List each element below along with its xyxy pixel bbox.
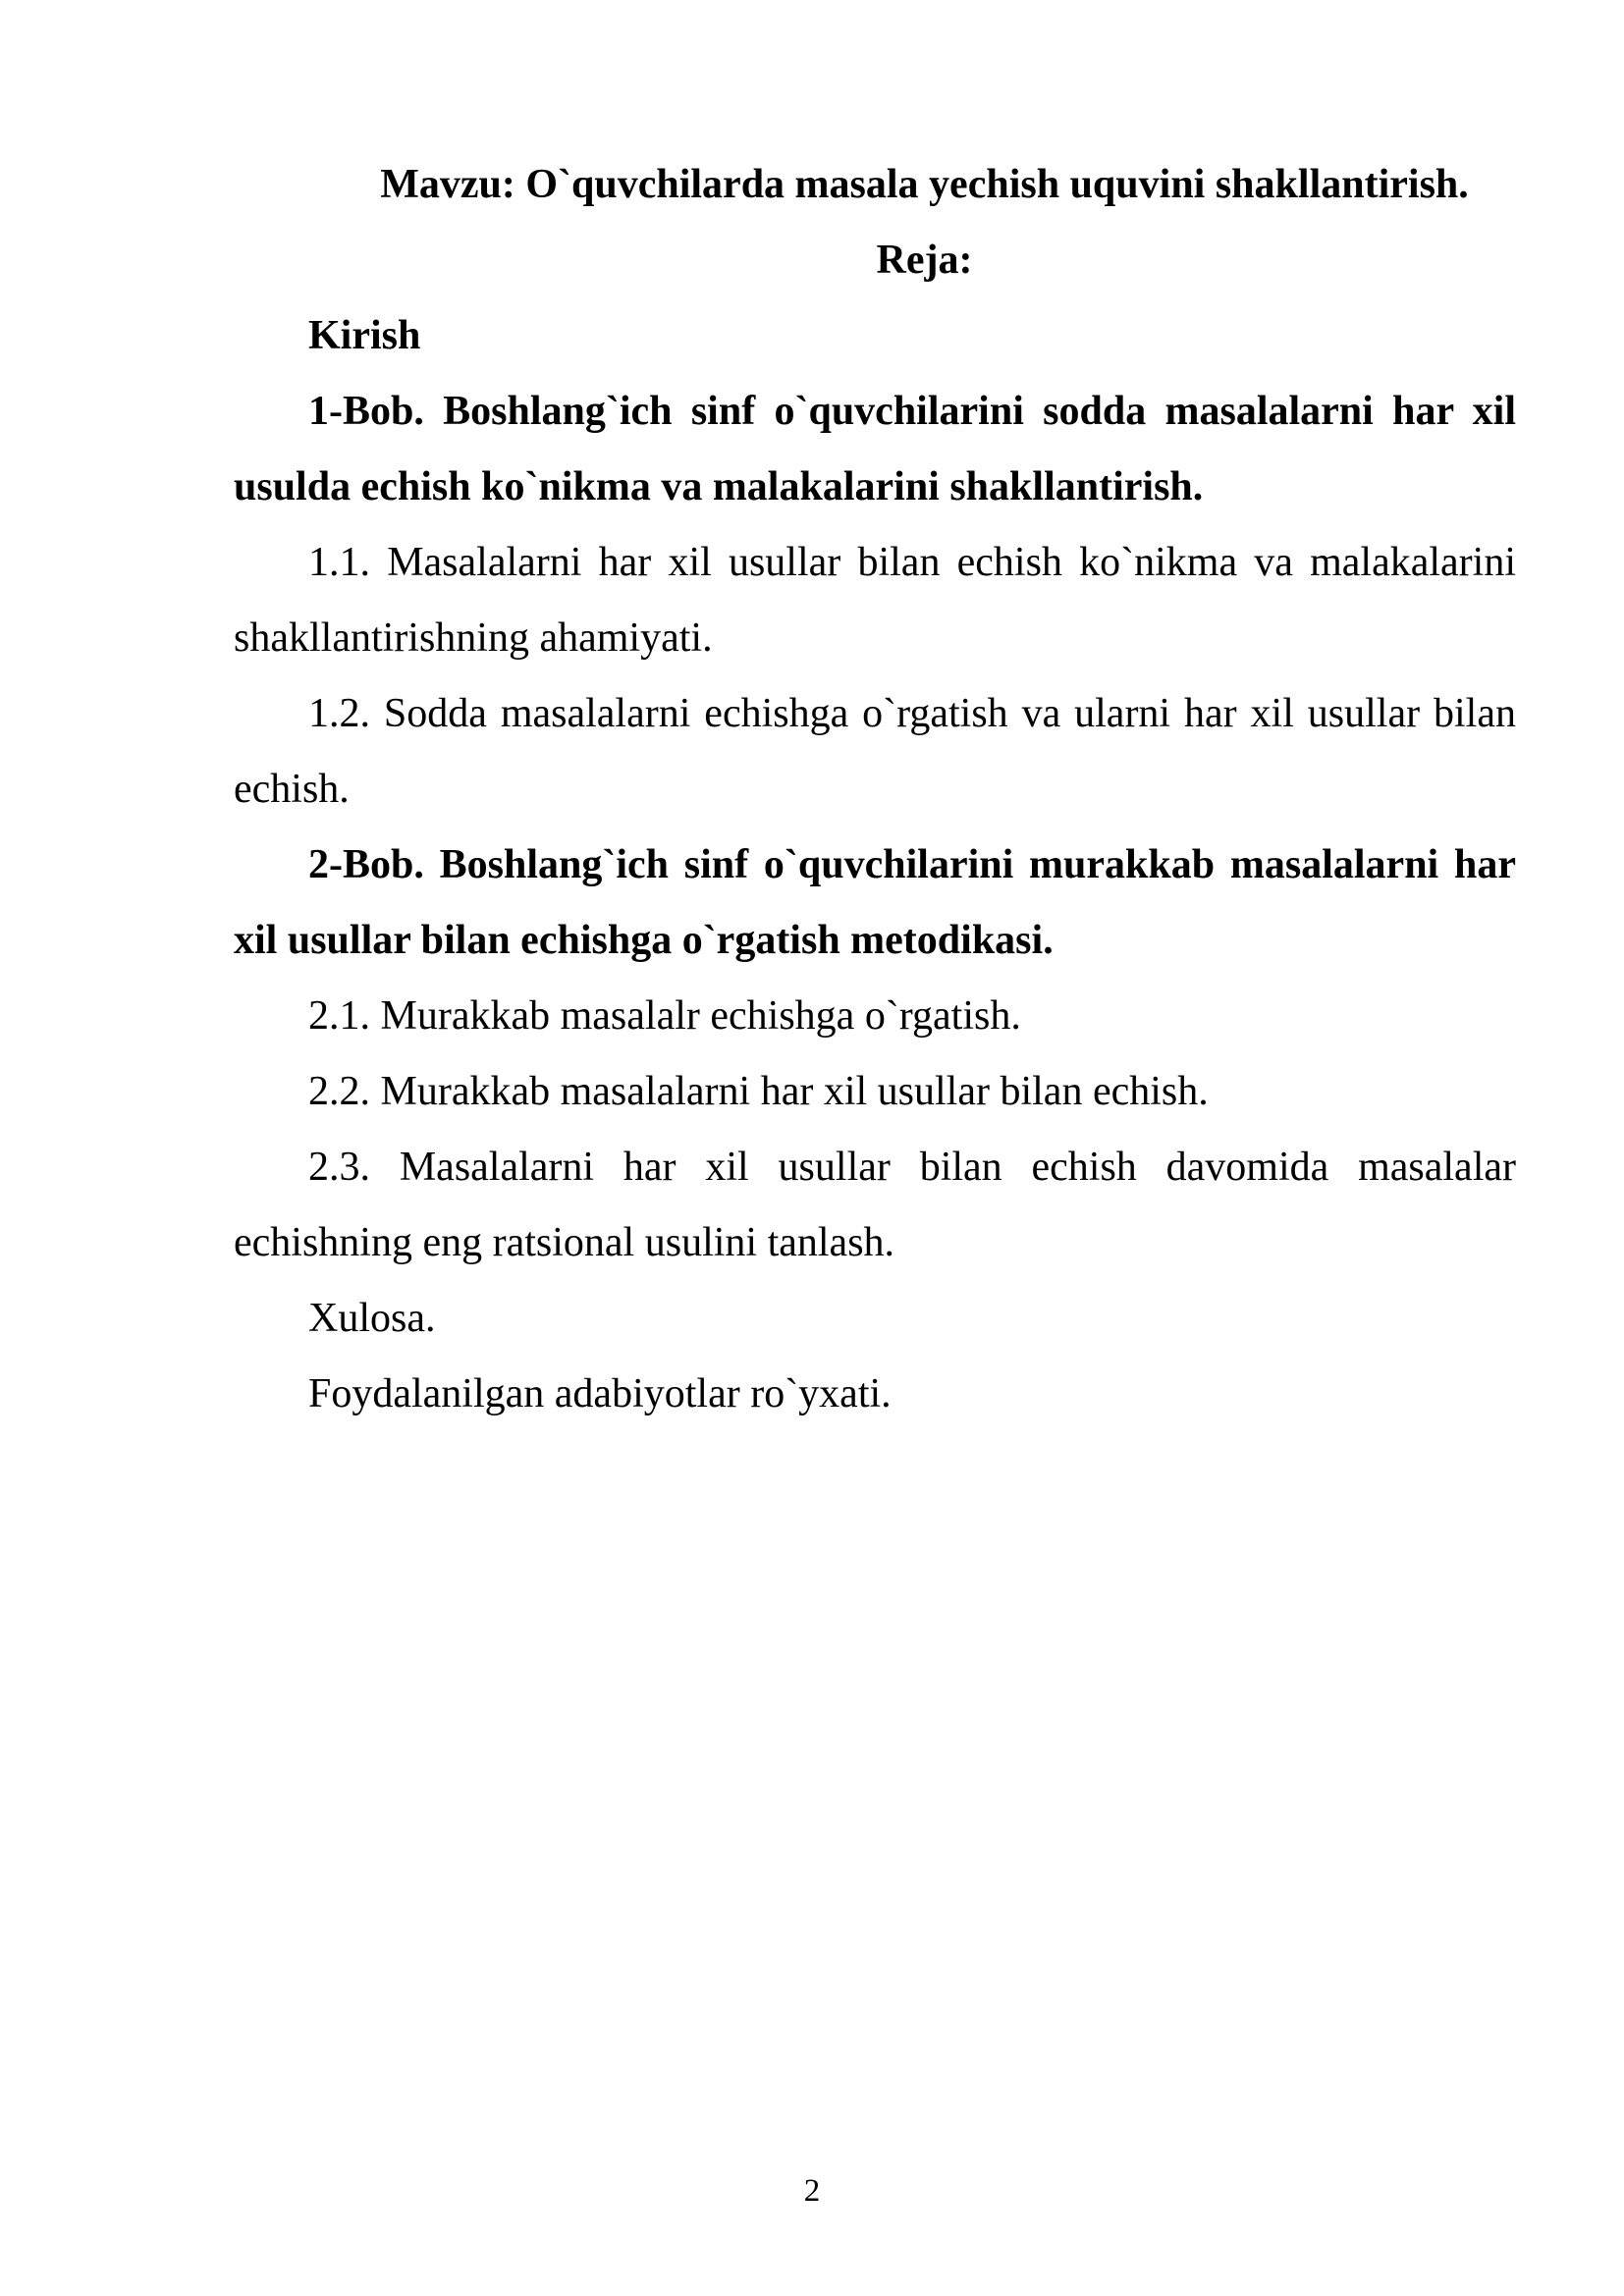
plan-item-chapter-2: 2-Bob. Boshlang`ich sinf o`quvchilarini murakkab masalalarni har xil usullar bilan echishga o`rgatish metodikasi.	[234, 842, 1516, 963]
plan-item-references: Foydalanilgan adabiyotlar ro`yxati.	[308, 1371, 892, 1416]
plan-item-section-2-2: 2.2. Murakkab masalalarni har xil usullar bilan echish.	[308, 1069, 1209, 1114]
plan-heading: Reja:	[876, 238, 973, 283]
plan-item-section-2-1: 2.1. Murakkab masalalr echishga o`rgatish.	[308, 993, 1021, 1039]
plan-item-section-2-3: 2.3. Masalalarni har xil usullar bilan echish davomida masalalar echishning eng ratsional usulini tanlash.	[234, 1145, 1516, 1265]
plan-item-section-1-1: 1.1. Masalalarni har xil usullar bilan echish ko`nikma va malakalarini shakllantirishning ahamiyati.	[234, 540, 1516, 661]
plan-item-introduction: Kirish	[308, 313, 421, 358]
plan-item-conclusion: Xulosa.	[308, 1296, 436, 1341]
page-number: 2	[803, 2173, 821, 2209]
plan-item-chapter-1: 1-Bob. Boshlang`ich sinf o`quvchilarini sodda masalalarni har xil usulda echish ko`nikma va malakalarini shakllantirish.	[234, 389, 1516, 509]
plan-item-section-1-2: 1.2. Sodda masalalarni echishga o`rgatish va ularni har xil usullar bilan echish.	[234, 691, 1516, 812]
document-title: Mavzu: O`quvchilarda masala yechish uquvini shakllantirish.	[380, 162, 1469, 207]
page-content	[234, 147, 1516, 1432]
